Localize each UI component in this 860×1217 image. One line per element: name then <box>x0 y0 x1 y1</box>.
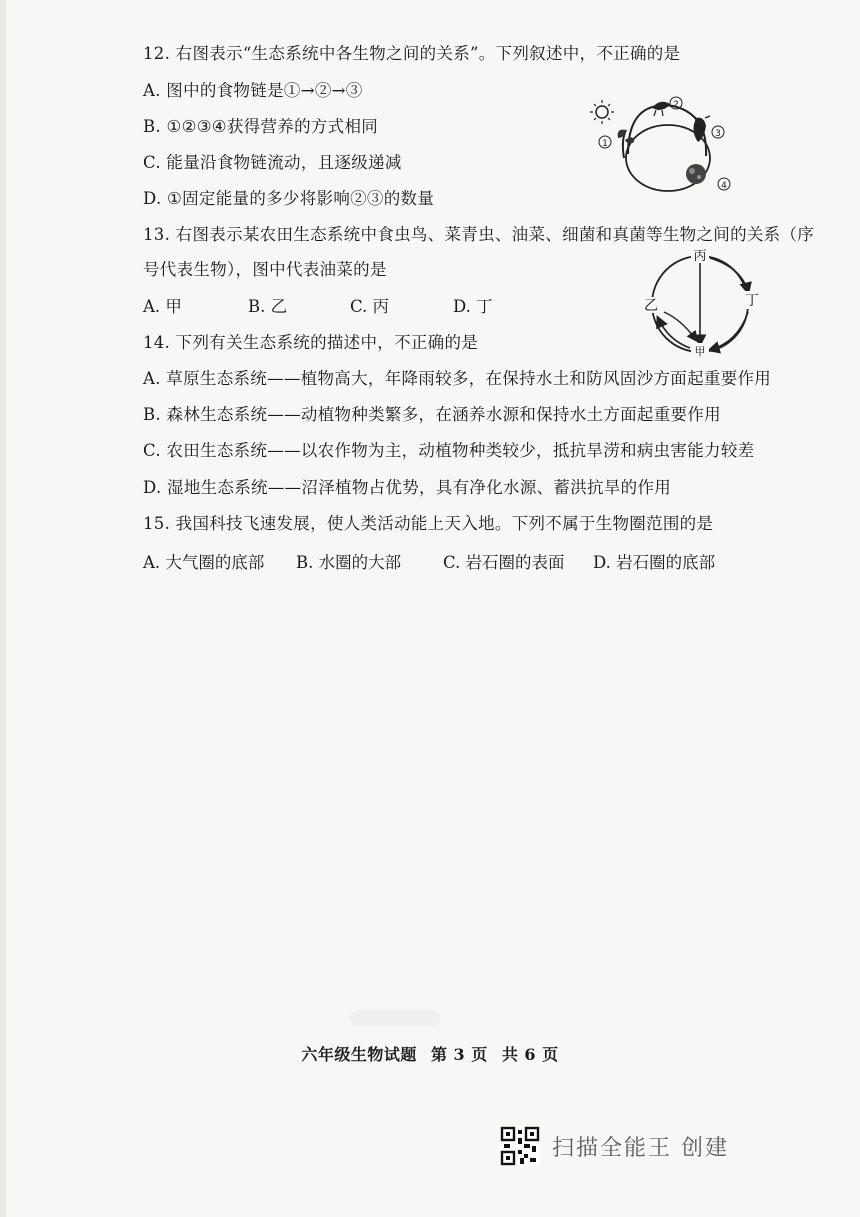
q14-stem: 14. 下列有关生态系统的描述中，不正确的是 <box>143 333 479 352</box>
q14-option-c: C. 农田生态系统——以农作物为主，动植物种类较少，抵抗旱涝和病虫害能力较差 <box>143 441 755 460</box>
footer-page: 第 3 页 <box>430 1045 488 1064</box>
q13-option-c: C. 丙 <box>350 297 390 316</box>
decomposer-icon <box>686 164 706 184</box>
q15-option-a: A. 大气圈的底部 <box>143 553 265 572</box>
svg-text:3: 3 <box>715 129 721 139</box>
q12-option-d: D. ①固定能量的多少将影响②③的数量 <box>143 189 435 208</box>
q12-ecosystem-figure <box>588 94 738 202</box>
scanner-watermark <box>500 1126 729 1166</box>
page-footer <box>0 1042 860 1065</box>
q12-stem: 12. 右图表示“生态系统中各生物之间的关系”。下列叙述中，不正确的是 <box>143 44 681 63</box>
q14-option-b: B. 森林生态系统——动植物种类繁多，在涵养水源和保持水土方面起重要作用 <box>143 405 721 424</box>
insect-icon <box>652 102 670 116</box>
label-bing: 丙 <box>693 249 707 264</box>
qr-code-icon <box>500 1126 540 1166</box>
label-ding: 丁 <box>745 293 759 309</box>
q13-option-d: D. 丁 <box>453 297 493 316</box>
q12-option-c: C. 能量沿食物链流动，且逐级递减 <box>143 153 402 172</box>
q13-stem-line1: 13. 右图表示某农田生态系统中食虫鸟、菜青虫、油菜、细菌和真菌等生物之间的关系（序 <box>143 225 815 244</box>
watermark-text: 扫描全能王 创建 <box>552 1135 729 1161</box>
q15-option-d: D. 岩石圈的底部 <box>593 553 716 572</box>
svg-text:2: 2 <box>673 100 679 110</box>
svg-text:1: 1 <box>602 139 608 149</box>
sun-icon <box>590 100 614 124</box>
q14-option-d: D. 湿地生态系统——沼泽植物占优势，具有净化水源、蓄洪抗旱的作用 <box>143 478 672 497</box>
q13-cycle-figure <box>638 244 768 358</box>
q15-stem: 15. 我国科技飞速发展，使人类活动能上天入地。下列不属于生物圈范围的是 <box>143 514 714 533</box>
label-jia: 甲 <box>694 345 706 358</box>
bird-icon <box>694 116 711 142</box>
svg-text:4: 4 <box>721 181 727 191</box>
q12-option-a: A. 图中的食物链是①→②→③ <box>143 81 363 100</box>
q14-option-a: A. 草原生态系统——植物高大，年降雨较多，在保持水土和防风固沙方面起重要作用 <box>143 369 772 388</box>
footer-total: 共 6 页 <box>501 1045 559 1064</box>
footer-title: 六年级生物试题 <box>301 1045 417 1064</box>
q13-stem-line2: 号代表生物），图中代表油菜的是 <box>143 260 387 279</box>
q15-option-b: B. 水圈的大部 <box>296 553 402 572</box>
label-yi: 乙 <box>644 298 658 314</box>
q15-option-c: C. 岩石圈的表面 <box>443 553 565 572</box>
q12-option-b: B. ①②③④获得营养的方式相同 <box>143 117 379 136</box>
q13-option-b: B. 乙 <box>248 297 288 316</box>
q13-option-a: A. 甲 <box>143 297 182 316</box>
scan-smudge <box>350 1010 440 1026</box>
